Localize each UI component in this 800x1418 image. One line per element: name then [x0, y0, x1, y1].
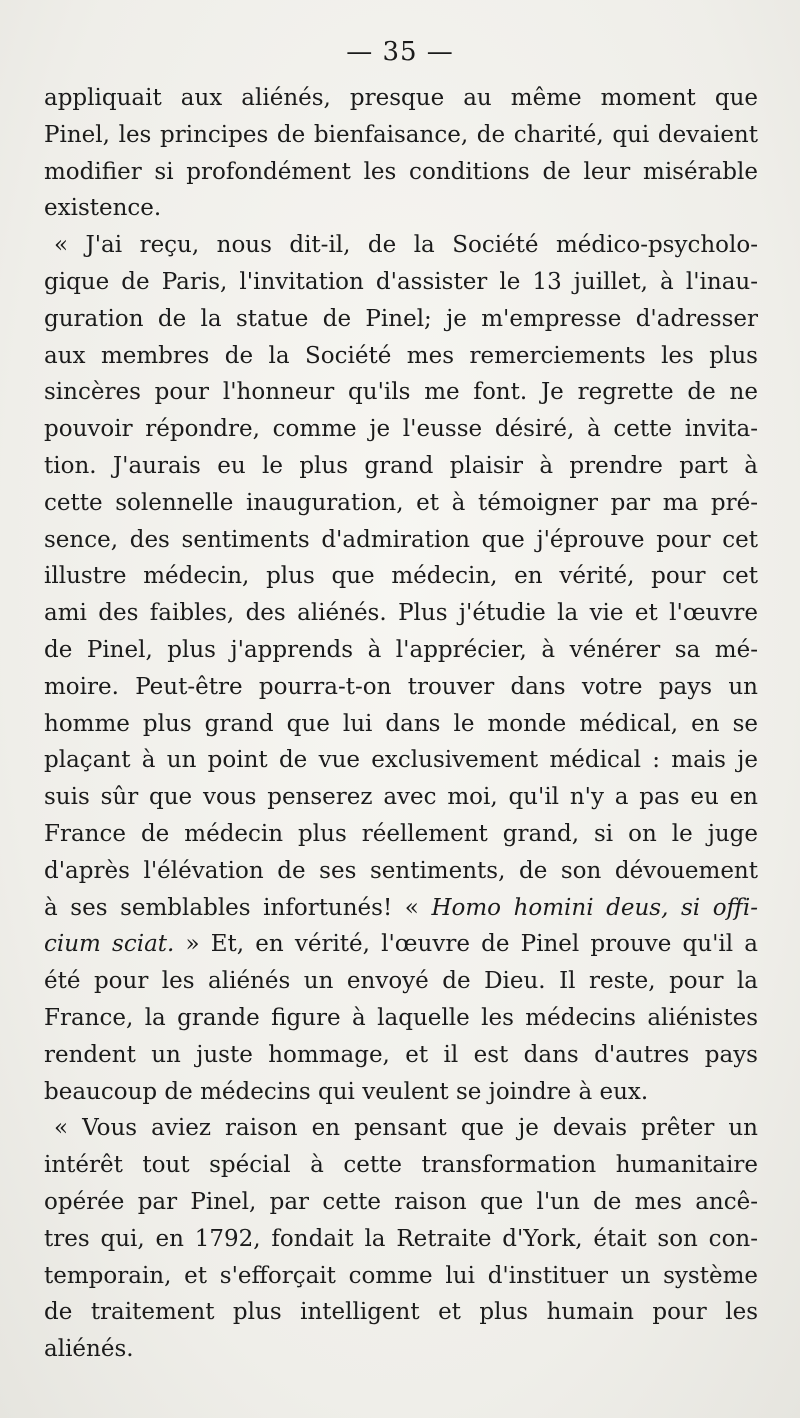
- text-line: opérée par Pinel, par cette raison que l'un de mes ancê-: [44, 1188, 758, 1215]
- text-line: pouvoir répondre, comme je l'eusse désiré, à cette invita-: [44, 416, 758, 443]
- text-line: France de médecin plus réellement grand, si on le juge: [44, 820, 758, 847]
- text-line: à ses semblables infortunés! « Homo homini deus, si offi-: [44, 894, 758, 921]
- text-line: appliquait aux aliénés, presque au même moment que: [44, 85, 758, 111]
- text-line: aux membres de la Société mes remerciements les plus: [44, 342, 758, 369]
- text-line: modifier si profondément les conditions de leur misérable: [44, 158, 758, 185]
- text-line: gique de Paris, l'invitation d'assister le 13 juillet, à l'inau-: [44, 268, 758, 295]
- text-line: été pour les aliénés un envoyé de Dieu. Il reste, pour la: [44, 968, 758, 995]
- text-line: « Vous aviez raison en pensant que je devais prêter un: [54, 1115, 758, 1142]
- text-line: illustre médecin, plus que médecin, en vérité, pour cet: [44, 563, 758, 590]
- text-line: moire. Peut-être pourra-t-on trouver dans votre pays un: [44, 673, 758, 700]
- text-line: de Pinel, plus j'apprends à l'apprécier, à vénérer sa mé-: [44, 636, 758, 663]
- text-line: Pinel, les principes de bienfaisance, de charité, qui devaient: [44, 121, 758, 148]
- text-line: d'après l'élévation de ses sentiments, de son dévouement: [44, 857, 758, 884]
- text-line: plaçant à un point de vue exclusivement médical : mais je: [44, 747, 758, 774]
- text-line: « J'ai reçu, nous dit-il, de la Société médico-psycholo-: [54, 232, 758, 259]
- text-line: sence, des sentiments d'admiration que j'éprouve pour cet: [44, 526, 758, 553]
- text-line: cium sciat. » Et, en vérité, l'œuvre de Pinel prouve qu'il a: [44, 931, 758, 958]
- text-line: cette solennelle inauguration, et à témoigner par ma pré-: [44, 489, 758, 516]
- text-line: de traitement plus intelligent et plus humain pour les: [44, 1299, 758, 1326]
- text-line: homme plus grand que lui dans le monde médical, en se: [44, 710, 758, 737]
- text-line: temporain, et s'efforçait comme lui d'instituer un système: [44, 1262, 758, 1289]
- text-line: suis sûr que vous penserez avec moi, qu'il n'y a pas eu en: [44, 784, 758, 811]
- text-line: sincères pour l'honneur qu'ils me font. Je regrette de ne: [44, 379, 758, 406]
- text-line: guration de la statue de Pinel; je m'empresse d'adresser: [44, 305, 758, 332]
- text-line: existence.: [44, 195, 162, 222]
- text-line: rendent un juste hommage, et il est dans d'autres pays: [44, 1041, 758, 1068]
- text-line: intérêt tout spécial à cette transformation humanitaire: [44, 1152, 758, 1179]
- text-line: aliénés.: [44, 1336, 134, 1363]
- text-line: tion. J'aurais eu le plus grand plaisir à prendre part à: [44, 452, 758, 479]
- page-number: — 35 —: [346, 37, 454, 67]
- text-line: tres qui, en 1792, fondait la Retraite d'York, était son con-: [44, 1225, 758, 1252]
- latin-quotation: cium sciat.: [44, 931, 175, 958]
- text-line: France, la grande figure à laquelle les médecins aliénistes: [44, 1004, 758, 1031]
- text-line: beaucoup de médecins qui veulent se joindre à eux.: [44, 1078, 649, 1105]
- text-line: ami des faibles, des aliénés. Plus j'étudie la vie et l'œuvre: [44, 600, 758, 627]
- latin-quotation: Homo homini deus, si offi-: [431, 894, 758, 921]
- body-text: [44, 80, 758, 1368]
